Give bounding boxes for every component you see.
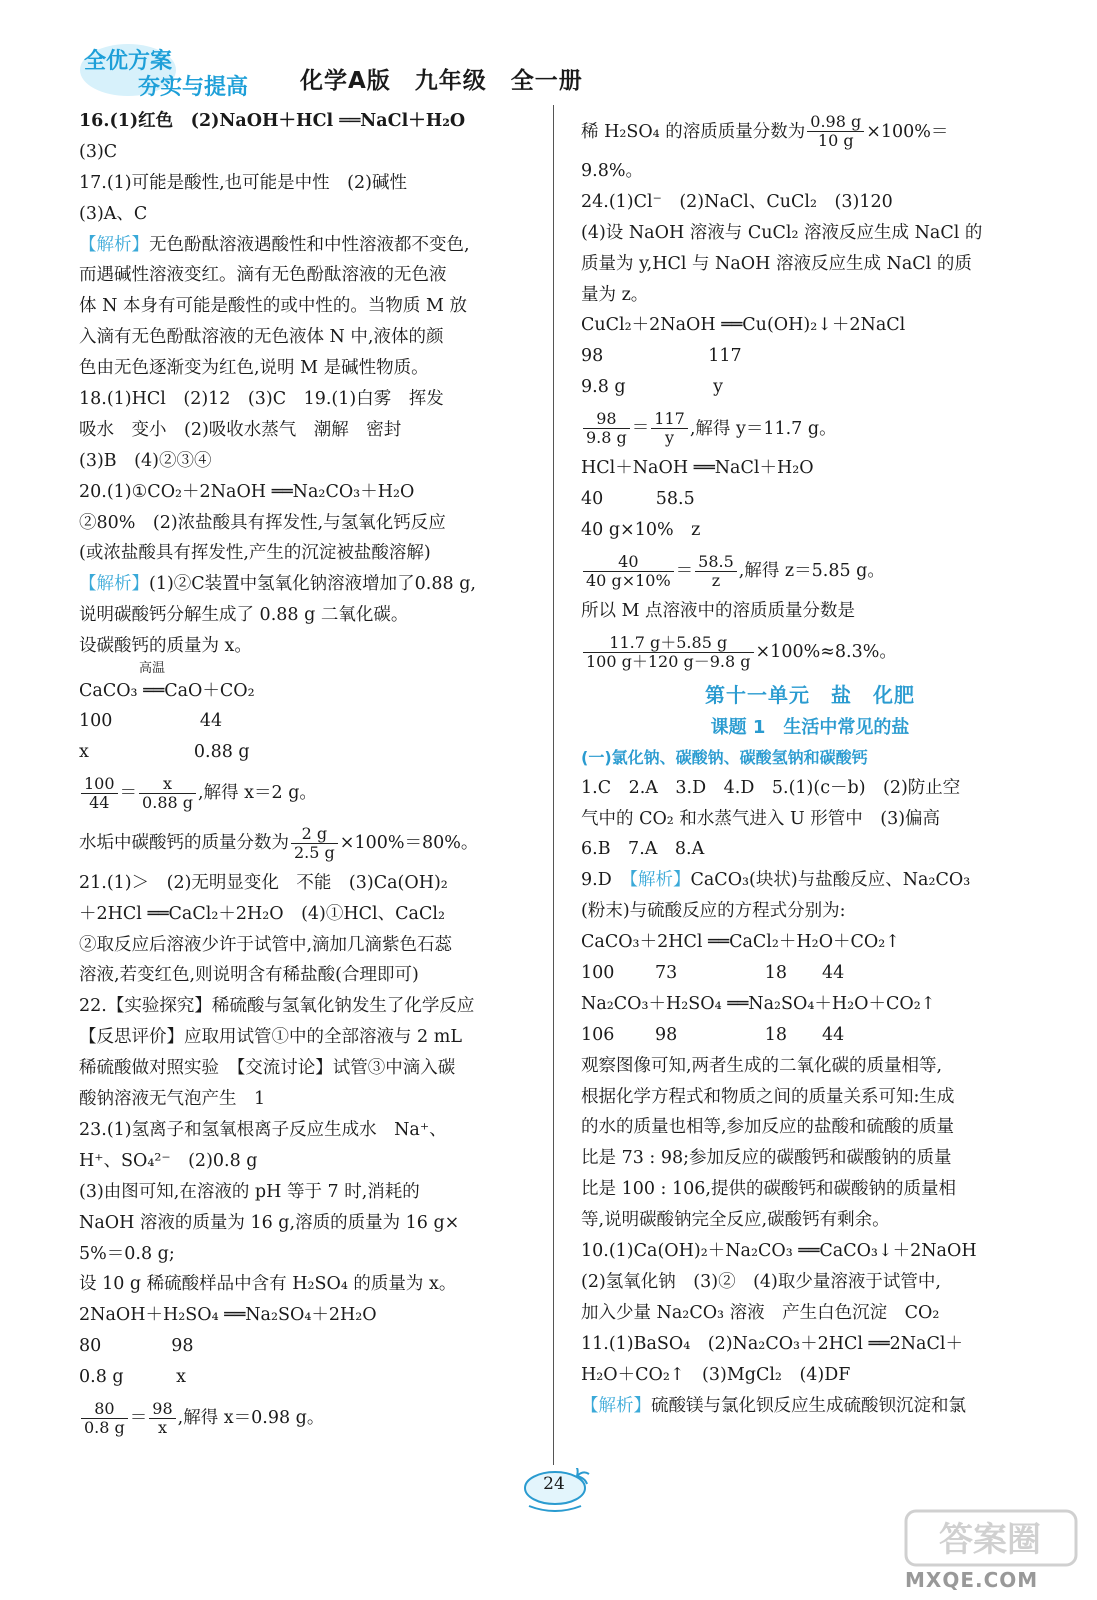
series-logo [78, 40, 284, 100]
equation-mass-line: 98 117 [581, 346, 742, 367]
answer-line: 水垢中碳酸钙的质量分数为 $\frac{2 g}{2.5 g}$ ×100%＝80%。 [79, 823, 479, 862]
analysis-line: 根据化学方程式和物质之间的质量关系可知:生成 [581, 1086, 955, 1107]
analysis-line: 比是 73 : 98;参加反应的碳酸钙和碳酸钠的质量 [581, 1148, 952, 1169]
equation-line: HCl＋NaOH ══NaCl＋H₂O [581, 458, 814, 479]
answer-line: ＋2HCl ══CaCl₂＋2H₂O (4)①HCl、CaCl₂ [79, 903, 445, 924]
fraction: $\frac{2 g}{2.5 g}$ [291, 825, 338, 862]
fraction: $\frac{98}{9.8 g}$ [583, 410, 630, 447]
section-heading: (一)氯化钠、碳酸钠、碳酸氢钠和碳酸钙 [581, 747, 868, 767]
answer-line: 23.(1)氢离子和氢氧根离子反应生成水 Na⁺、 [79, 1119, 447, 1140]
answer-line: (2)氢氧化钠 (3)② (4)取少量溶液于试管中, [581, 1271, 941, 1292]
answer-line: ②80% (2)浓盐酸具有挥发性,与氢氧化钙反应 [79, 512, 446, 533]
equation-mass-line: 106 98 18 44 [581, 1024, 845, 1045]
column-divider [553, 105, 554, 1465]
answer-line: 9.D 【解析】CaCO₃(块状)与盐酸反应、Na₂CO₃ [581, 870, 971, 891]
equation-line: CuCl₂＋2NaOH ══Cu(OH)₂↓＋2NaCl [581, 315, 906, 336]
answer-line: 9.8%。 [581, 161, 643, 181]
header-title: 化学A版 九年级 全一册 [300, 68, 583, 94]
equation-line: 2NaOH＋H₂SO₄ ══Na₂SO₄＋2H₂O [79, 1305, 377, 1326]
analysis-line: 体 N 本身有可能是酸性的或中性的。当物质 M 放 [79, 296, 467, 317]
equation-mass-line: 40 58.5 [581, 489, 695, 510]
answer-line: 6.B 7.A 8.A [581, 839, 705, 860]
answer-line: 20.(1)①CO₂＋2NaOH ══Na₂CO₃＋H₂O [79, 481, 415, 502]
answer-line: 11.(1)BaSO₄ (2)Na₂CO₃＋2HCl ══2NaCl＋ [581, 1333, 963, 1354]
equation-line: CaCO₃ ══CaO＋CO₂ [79, 681, 255, 702]
fraction: $\frac{40}{40 g\times 10\%}$ [583, 553, 674, 590]
proportion-line: $\frac{40}{40 g\times 10\%}$ ＝ $\frac{58.5}{z}$ ,解得 z＝5.85 g。 [581, 546, 1039, 596]
equation-mass-line: 100 44 [79, 711, 223, 732]
answer-line: (4)设 NaOH 溶液与 CuCl₂ 溶液反应生成 NaCl 的 [581, 222, 983, 243]
answer-line: 18.(1)HCl (2)12 (3)C 19.(1)白雾 挥发 [79, 389, 444, 410]
page-number: 24 [543, 1474, 565, 1494]
analysis-line: 【解析】硫酸镁与氯化钡反应生成硫酸钡沉淀和氯 [581, 1395, 966, 1416]
answer-line: 10.(1)Ca(OH)₂＋Na₂CO₃ ══CaCO₃↓＋2NaOH [581, 1241, 977, 1262]
answer-line: (粉末)与硫酸反应的方程式分别为: [581, 901, 846, 922]
answer-line: $\frac{11.7 g+5.85 g}{100 g+120 g-9.8 g}$ ×100%≈8.3%。 [581, 627, 1039, 677]
analysis-line: 说明碳酸钙分解生成了 0.88 g 二氧化碳。 [79, 605, 409, 626]
answer-line: 24.(1)Cl⁻ (2)NaCl、CuCl₂ (3)120 [581, 191, 893, 212]
analysis-line: 【解析】无色酚酞溶液遇酸性和中性溶液都不变色, [79, 234, 470, 255]
proportion-line: $\frac{80}{0.8 g}$ ＝ $\frac{98}{x}$ ,解得 x＝0.98 g。 [79, 1393, 537, 1443]
answer-line: ②取反应后溶液少许于试管中,滴加几滴紫色石蕊 [79, 934, 453, 955]
analysis-tag: 【解析】 [629, 870, 691, 891]
answer-line: 16.(1)红色 (2)NaOH＋HCl ══NaCl＋H₂O [79, 111, 466, 131]
reaction-condition: 高温 [139, 661, 166, 677]
analysis-line: 而遇碱性溶液变红。滴有无色酚酞溶液的无色液 [79, 265, 447, 286]
answer-line: (3)C [79, 141, 118, 162]
proportion-line: $\frac{100}{44}$ ＝ $\frac{x}{0.88 g}$ ,解得 x＝2 g。 [79, 768, 537, 818]
left-column [79, 106, 537, 1443]
answer-line: NaOH 溶液的质量为 16 g,溶质的质量为 16 g× [79, 1212, 460, 1233]
answer-line: 设 10 g 稀硫酸样品中含有 H₂SO₄ 的质量为 x。 [79, 1274, 457, 1295]
answer-line: H⁺、SO₄²⁻ (2)0.8 g [79, 1150, 258, 1171]
analysis-line: 入滴有无色酚酞溶液的无色液体 N 中,液体的颜 [79, 327, 444, 348]
answer-line: 量为 z。 [581, 284, 649, 305]
equation-line: Na₂CO₃＋H₂SO₄ ══Na₂SO₄＋H₂O＋CO₂↑ [581, 993, 936, 1014]
answer-line: 酸钠溶液无气泡产生 1 [79, 1089, 266, 1110]
equation-mass-line: 9.8 g y [581, 377, 723, 398]
answer-line: H₂O＋CO₂↑ (3)MgCl₂ (4)DF [581, 1364, 851, 1385]
right-column [581, 106, 1039, 1421]
answer-line: 所以 M 点溶液中的溶质质量分数是 [581, 600, 856, 621]
answer-line: 吸水 变小 (2)吸收水蒸气 潮解 密封 [79, 419, 402, 440]
equation-mass-line: x 0.88 g [79, 741, 250, 762]
answer-line: 17.(1)可能是酸性,也可能是中性 (2)碱性 [79, 172, 407, 193]
fraction: $\frac{80}{0.8 g}$ [81, 1400, 128, 1437]
analysis-line: 的水的质量也相等,参加反应的盐酸和硫酸的质量 [581, 1117, 955, 1138]
analysis-line: 等,说明碳酸钠完全反应,碳酸钙有剩余。 [581, 1210, 890, 1231]
analysis-line: 观察图像可知,两者生成的二氧化碳的质量相等, [581, 1055, 943, 1076]
topic-heading: 课题 1 生活中常见的盐 [710, 716, 910, 738]
answer-line: 加入少量 Na₂CO₃ 溶液 产生白色沉淀 CO₂ [581, 1302, 940, 1323]
equation-mass-line: 100 73 18 44 [581, 963, 845, 984]
answer-line: 【反思评价】应取用试管①中的全部溶液与 2 mL [79, 1027, 462, 1048]
equation-mass-line: 40 g×10% z [581, 519, 701, 540]
analysis-line: 色由无色逐渐变为红色,说明 M 是碱性物质。 [79, 358, 429, 379]
equation-line: CaCO₃＋2HCl ══CaCl₂＋H₂O＋CO₂↑ [581, 932, 900, 953]
analysis-tag: 【解析】 [79, 234, 149, 255]
proportion-line: $\frac{98}{9.8 g}$ ＝ $\frac{117}{y}$ ,解得 y＝11.7 g。 [581, 403, 1039, 453]
fraction: $\frac{100}{44}$ [81, 775, 118, 812]
analysis-tag: 【解析】 [79, 574, 149, 595]
answer-line: 稀 H₂SO₄ 的溶质质量分数为 $\frac{0.98 g}{10 g}$ ×100%＝ [581, 112, 949, 150]
answer-line: 1.C 2.A 3.D 4.D 5.(1)(c－b) (2)防止空 [581, 777, 961, 798]
analysis-line: 设碳酸钙的质量为 x。 [79, 636, 252, 657]
answer-line: 22.【实验探究】稀硫酸与氢氧化钠发生了化学反应 [79, 996, 475, 1017]
answer-line: (或浓盐酸具有挥发性,产生的沉淀被盐酸溶解) [79, 543, 431, 564]
fraction: $\frac{x}{0.88 g}$ [139, 775, 196, 812]
answer-line: 5%＝0.8 g; [79, 1243, 175, 1264]
logo-line2: 夯实与提高 [138, 75, 249, 100]
answer-line: 稀硫酸做对照实验 【交流讨论】试管③中滴入碳 [79, 1058, 456, 1079]
analysis-tag: 【解析】 [581, 1395, 651, 1416]
answer-line: 21.(1)＞ (2)无明显变化 不能 (3)Ca(OH)₂ [79, 872, 448, 893]
equation-mass-line: 0.8 g x [79, 1367, 186, 1388]
equation-mass-line: 80 98 [79, 1336, 194, 1357]
answer-line: 气中的 CO₂ 和水蒸气进入 U 形管中 (3)偏高 [581, 808, 941, 829]
analysis-line: 比是 100 : 106,提供的碳酸钙和碳酸钠的质量相 [581, 1179, 956, 1200]
fraction: $\frac{0.98 g}{10 g}$ [807, 113, 864, 150]
answer-line: 质量为 y,HCl 与 NaOH 溶液反应生成 NaCl 的质 [581, 253, 972, 274]
answer-line: 溶液,若变红色,则说明含有稀盐酸(合理即可) [79, 965, 419, 986]
fraction: $\frac{58.5}{z}$ [695, 553, 737, 590]
unit-heading: 第十一单元 盐 化肥 [705, 682, 915, 707]
answer-line: (3)B (4)②③④ [79, 450, 212, 471]
fraction: $\frac{11.7 g+5.85 g}{100 g+120 g-9.8 g}$ [583, 634, 754, 671]
answer-line: (3)A、C [79, 203, 148, 224]
fraction: $\frac{98}{x}$ [149, 1400, 175, 1437]
answer-line: (3)由图可知,在溶液的 pH 等于 7 时,消耗的 [79, 1181, 420, 1202]
analysis-line: 【解析】(1)②C装置中氢氧化钠溶液增加了0.88 g, [79, 574, 476, 595]
watermark-text: MXQE.COM [905, 1568, 1039, 1592]
fraction: $\frac{117}{y}$ [651, 410, 688, 447]
watermark-brand: 答案圈 [939, 1520, 1041, 1560]
logo-line1: 全优方案 [84, 49, 173, 74]
